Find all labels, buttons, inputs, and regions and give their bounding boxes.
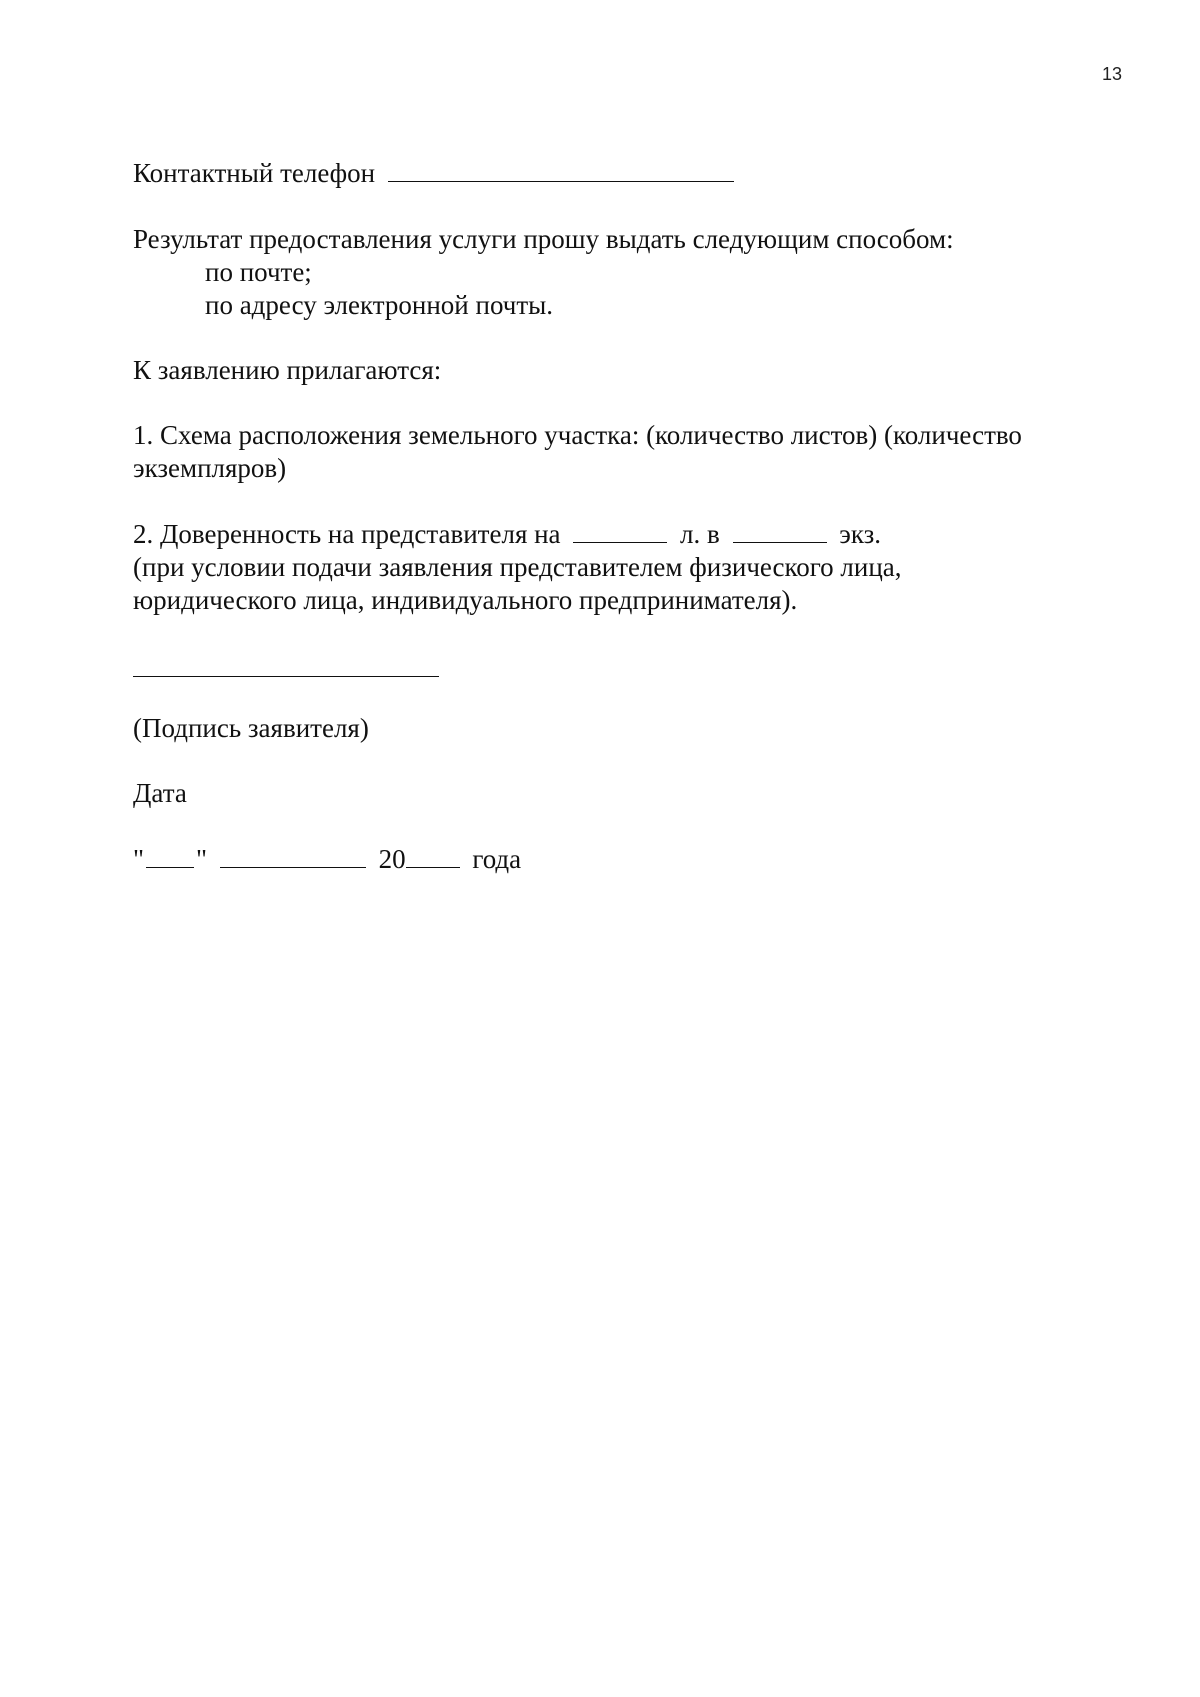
sheets-count-field[interactable] [573, 518, 667, 543]
date-suffix: года [472, 844, 522, 874]
date-close-quote: " [196, 844, 208, 874]
date-year-prefix: 20 [378, 844, 406, 874]
date-open-quote: " [133, 844, 145, 874]
attachment-item-1-line-1: 1. Схема расположения земельного участка: (количество листов) (количество [133, 420, 1022, 450]
date-label: Дата [133, 778, 187, 808]
date-row [133, 843, 521, 876]
attachment-item-2-suffix: экз. [839, 519, 882, 549]
signature-field[interactable] [133, 676, 439, 677]
copies-count-field[interactable] [733, 518, 827, 543]
attachment-item-2-mid: л. в [680, 519, 720, 549]
contact-phone-field[interactable] [388, 157, 734, 182]
signature-caption: (Подпись заявителя) [133, 713, 369, 743]
attachment-item-2-note-line-2: юридического лица, индивидуального предпринимателя). [133, 585, 798, 615]
attachment-item-2-row [133, 518, 881, 551]
result-method-intro: Результат предоставления услуги прошу выдать следующим способом: [133, 224, 954, 254]
attachment-item-2-note-line-1: (при условии подачи заявления представителем физического лица, [133, 552, 902, 582]
result-option-mail: по почте; [205, 257, 312, 287]
contact-phone-row [133, 157, 740, 190]
page-number: 13 [1102, 64, 1123, 84]
contact-phone-label: Контактный телефон [133, 158, 376, 188]
attachments-heading: К заявлению прилагаются: [133, 355, 442, 385]
date-year-field[interactable] [406, 843, 460, 868]
date-day-field[interactable] [146, 843, 194, 868]
date-month-field[interactable] [220, 843, 366, 868]
result-option-email: по адресу электронной почты. [205, 290, 554, 320]
attachment-item-2-prefix: 2. Доверенность на представителя на [133, 519, 561, 549]
attachment-item-1-line-2: экземпляров) [133, 453, 287, 483]
